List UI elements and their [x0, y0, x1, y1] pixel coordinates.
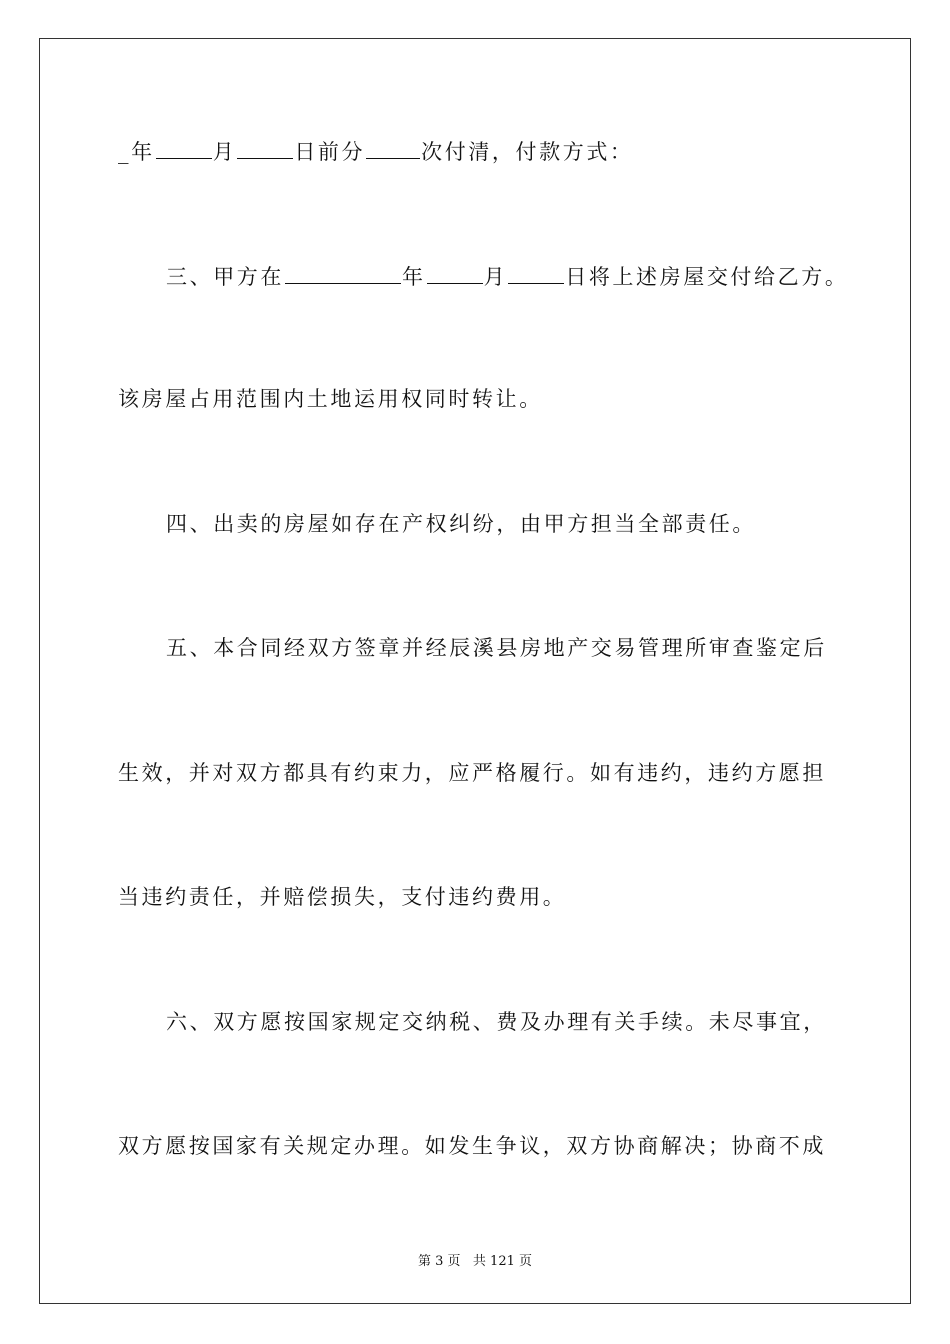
page-footer: 第 3 页 共 121 页	[417, 1254, 532, 1269]
text-segment: 月	[483, 265, 508, 289]
page-frame	[39, 38, 911, 1304]
paragraph-line-7: 当违约责任，并赔偿损失，支付违约费用。	[118, 885, 567, 909]
blank-field	[285, 265, 401, 284]
paragraph-line-3: 该房屋占用范围内土地运用权同时转让。	[118, 387, 543, 411]
text-segment: 月	[212, 140, 237, 164]
paragraph-line-1	[118, 140, 634, 163]
blank-field	[366, 140, 420, 159]
text-segment: 日前分	[294, 140, 366, 164]
paragraph-line-5: 五、本合同经双方签章并经辰溪县房地产交易管理所审查鉴定后	[166, 636, 827, 660]
text-segment: _年	[118, 140, 155, 164]
text-segment: 三、甲方在	[166, 265, 284, 289]
blank-field	[156, 140, 212, 159]
paragraph-line-8: 六、双方愿按国家规定交纳税、费及办理有关手续。未尽事宜，	[166, 1010, 827, 1034]
paragraph-line-6: 生效，并对双方都具有约束力，应严格履行。如有违约，违约方愿担	[118, 761, 826, 785]
text-segment: 次付清，付款方式：	[421, 140, 634, 164]
text-segment: 年	[402, 265, 426, 289]
blank-field	[427, 265, 483, 284]
paragraph-line-2	[166, 265, 848, 288]
paragraph-line-4: 四、出卖的房屋如存在产权纠纷，由甲方担当全部责任。	[166, 512, 756, 536]
blank-field	[508, 265, 564, 284]
blank-field	[237, 140, 293, 159]
paragraph-line-9: 双方愿按国家有关规定办理。如发生争议，双方协商解决；协商不成	[118, 1134, 826, 1158]
text-segment: 日将上述房屋交付给乙方。	[565, 265, 849, 289]
